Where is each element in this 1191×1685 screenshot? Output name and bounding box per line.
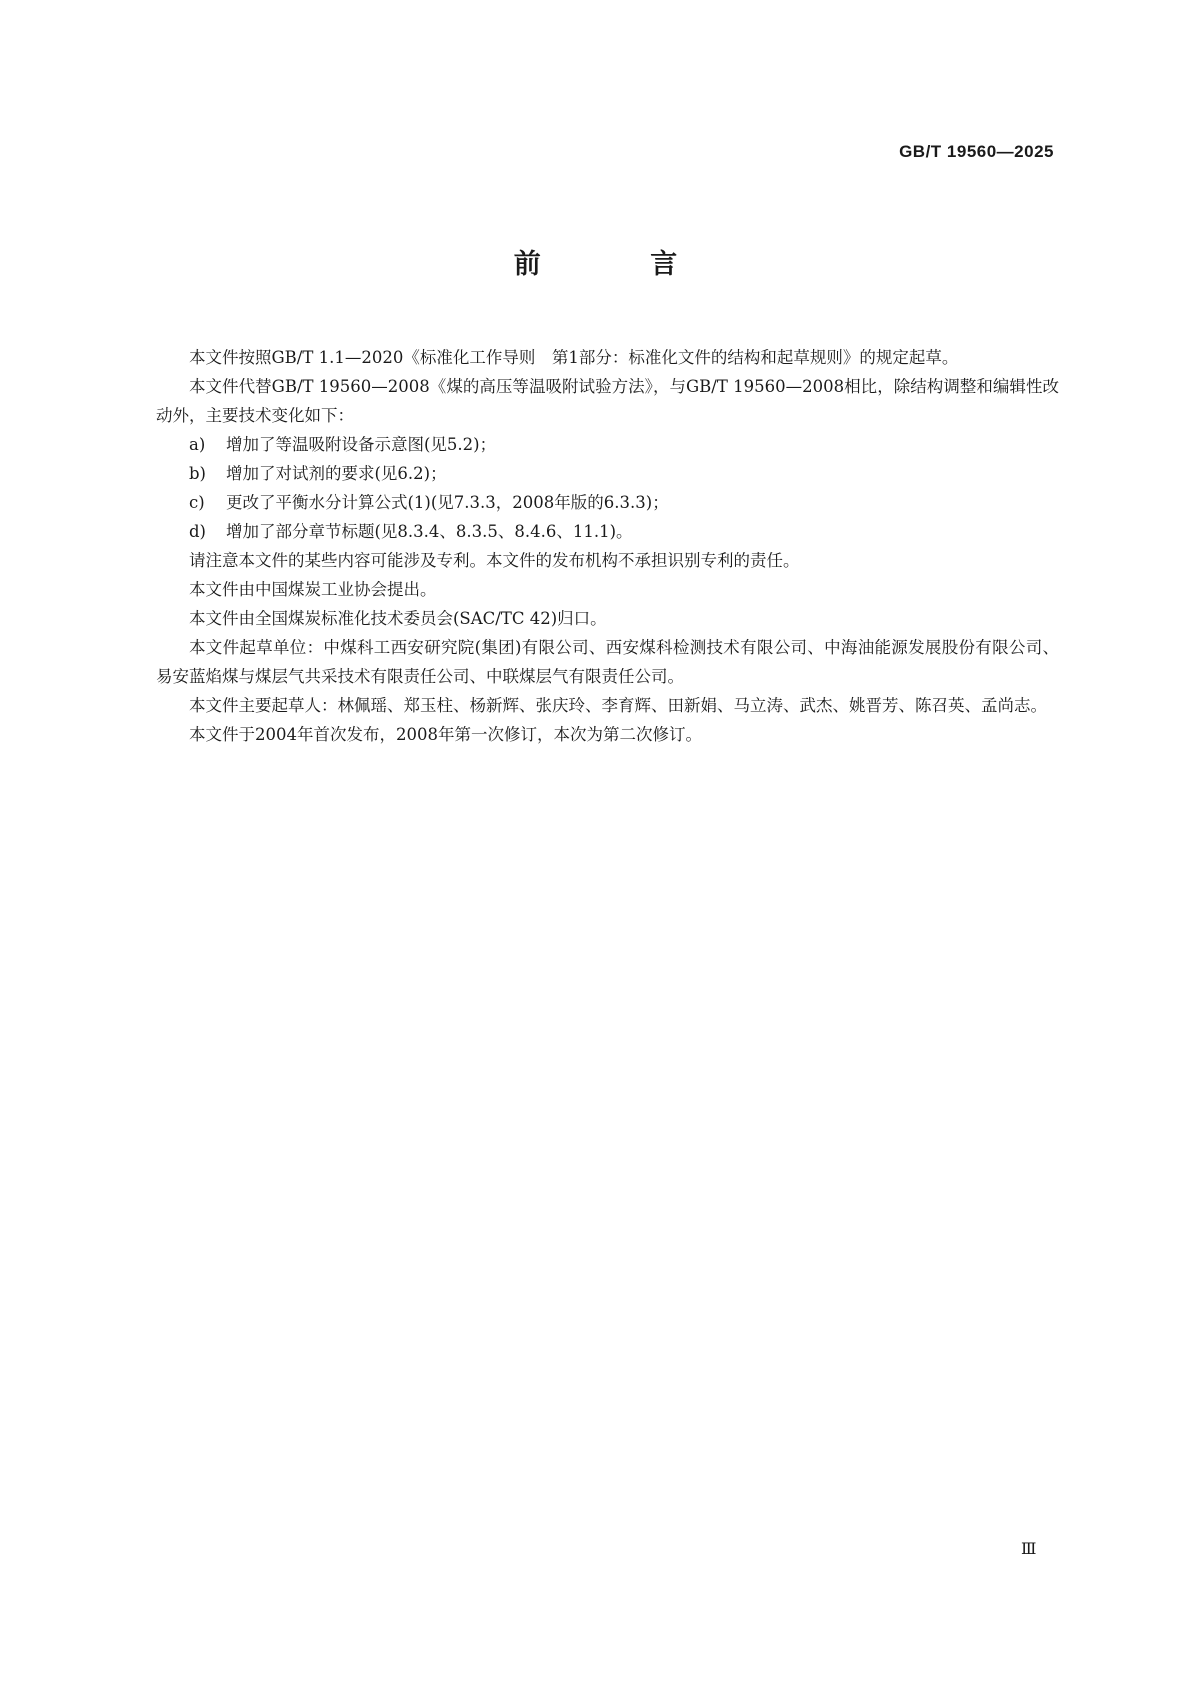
paragraph-drafting-units: 本文件起草单位：中煤科工西安研究院(集团)有限公司、西安煤科检测技术有限公司、中海油能源发展股份有限公司、易安蓝焰煤与煤层气共采技术有限责任公司、中联煤层气有限责任公司。 <box>156 638 1059 686</box>
list-item-mark: c) <box>189 493 205 512</box>
standard-code: GB/T 19560—2025 <box>899 142 1054 161</box>
paragraph-publication-history: 本文件于2004年首次发布，2008年第一次修订，本次为第二次修订。 <box>189 725 702 744</box>
list-item <box>156 488 1059 517</box>
list-item-text: 更改了平衡水分计算公式(1)(见7.3.3，2008年版的6.3.3)； <box>226 493 669 512</box>
paragraph-replacement: 本文件代替GB/T 19560—2008《煤的高压等温吸附试验方法》，与GB/T 19560—2008相比，除结构调整和编辑性改动外，主要技术变化如下： <box>156 377 1059 425</box>
page-title: 前 言 <box>513 249 728 280</box>
list-item-mark: d) <box>189 522 206 541</box>
paragraph-proposer: 本文件由中国煤炭工业协会提出。 <box>189 580 437 599</box>
paragraph-drafters: 本文件主要起草人：林佩瑶、郑玉柱、杨新辉、张庆玲、李育辉、田新娟、马立涛、武杰、姚晋芳、陈召英、孟尚志。 <box>189 696 1047 715</box>
paragraph-patent-notice: 请注意本文件的某些内容可能涉及专利。本文件的发布机构不承担识别专利的责任。 <box>189 551 800 570</box>
foreword-body <box>156 343 1059 749</box>
list-item-mark: a) <box>189 435 206 454</box>
list-item-text: 增加了对试剂的要求(见6.2)； <box>226 464 447 483</box>
list-item-mark: b) <box>189 464 206 483</box>
list-item <box>156 459 1059 488</box>
list-item <box>156 430 1059 459</box>
paragraph-technical-committee: 本文件由全国煤炭标准化技术委员会(SAC/TC 42)归口。 <box>189 609 607 628</box>
list-item-text: 增加了部分章节标题(见8.3.4、8.3.5、8.4.6、11.1)。 <box>226 522 633 541</box>
paragraph-drafting-rules: 本文件按照GB/T 1.1—2020《标准化工作导则 第1部分：标准化文件的结构和起草规则》的规定起草。 <box>189 348 959 367</box>
page-number: Ⅲ <box>1021 1541 1037 1558</box>
list-item-text: 增加了等温吸附设备示意图(见5.2)； <box>226 435 497 454</box>
list-item <box>156 517 1059 546</box>
